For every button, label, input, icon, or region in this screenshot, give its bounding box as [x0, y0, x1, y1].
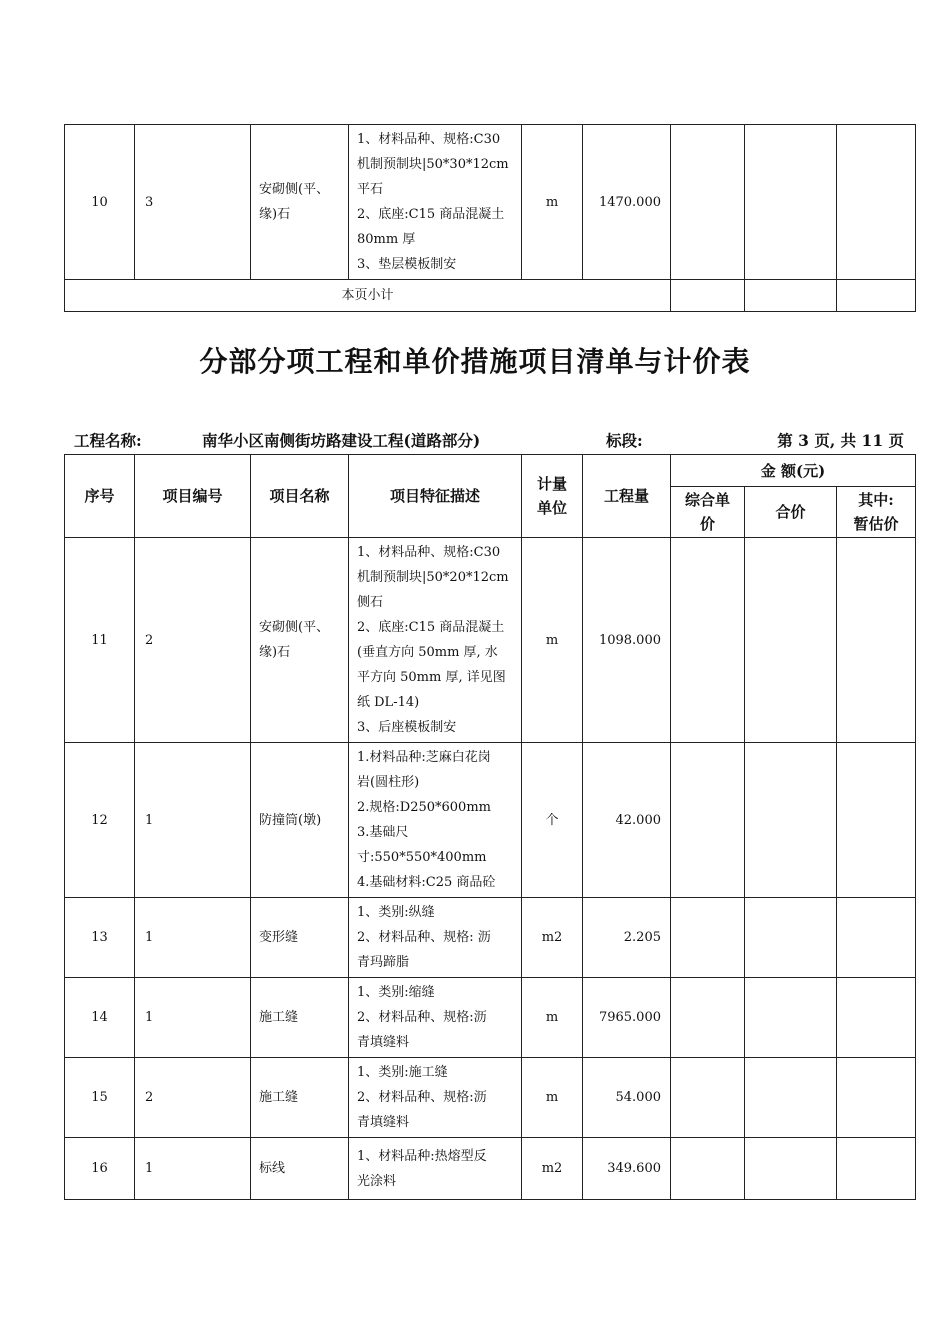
cell-name — [251, 898, 349, 978]
desc-line: 2、材料品种、规格:沥 — [357, 1090, 487, 1105]
cell-seq: 15 — [65, 1058, 135, 1138]
desc-line: 寸:550*550*400mm — [357, 850, 487, 865]
cell-qty: 7965.000 — [583, 978, 671, 1058]
cell-total — [745, 125, 837, 280]
cell-unit-price — [671, 1138, 745, 1200]
header-unit-price-text: 综合单价 — [684, 491, 730, 533]
cell-seq: 14 — [65, 978, 135, 1058]
cell-est — [837, 978, 916, 1058]
cell-est — [837, 125, 916, 280]
desc-line: 80mm 厚 — [357, 232, 416, 247]
item-name: 安砌侧(平、缘)石 — [259, 182, 330, 222]
cell-desc — [349, 1058, 522, 1138]
desc-line: 2.规格:D250*600mm — [357, 800, 491, 815]
desc-line: 3、垫层模板制安 — [357, 257, 457, 272]
subtotal-label: 本页小计 — [65, 280, 671, 312]
cell-unit-price — [671, 1058, 745, 1138]
table-row — [65, 538, 916, 743]
cell-code: 1 — [135, 898, 251, 978]
subtotal-row — [65, 280, 916, 312]
desc-line: 青填缝料 — [357, 1035, 410, 1050]
cell-name — [251, 978, 349, 1058]
cell-name — [251, 743, 349, 898]
header-unit-price — [671, 487, 745, 538]
cell-total — [745, 743, 837, 898]
desc-line: 平石 — [357, 182, 384, 197]
header-amount: 金 额(元) — [671, 455, 916, 487]
desc-line: 2、材料品种、规格: 沥 — [357, 930, 491, 945]
cell-seq: 12 — [65, 743, 135, 898]
desc-line: 光涂料 — [357, 1173, 397, 1189]
table-row — [65, 1138, 916, 1200]
bill-of-quantities-table — [64, 454, 916, 1200]
desc-line: (垂直方向 50mm 厚, 水 — [357, 645, 498, 660]
cell-seq: 13 — [65, 898, 135, 978]
cell-desc — [349, 125, 522, 280]
item-name: 防撞筒(墩) — [259, 812, 322, 828]
header-code: 项目编号 — [135, 455, 251, 538]
cell-qty: 54.000 — [583, 1058, 671, 1138]
cell-est — [837, 538, 916, 743]
cell-code: 1 — [135, 978, 251, 1058]
desc-line: 1、材料品种:热熔型反 — [357, 1148, 487, 1164]
table-row — [65, 978, 916, 1058]
header-est — [837, 487, 916, 538]
cell-total — [745, 280, 837, 312]
table-row — [65, 898, 916, 978]
cell-unit: m — [522, 125, 583, 280]
cell-total — [745, 898, 837, 978]
cell-total — [745, 1138, 837, 1200]
desc-line: 1.材料品种:芝麻白花岗 — [357, 750, 491, 765]
cell-unit: m — [522, 538, 583, 743]
cell-code: 2 — [135, 538, 251, 743]
table-row — [65, 125, 916, 280]
cell-est — [837, 1138, 916, 1200]
cell-desc — [349, 898, 522, 978]
cell-unit-price — [671, 898, 745, 978]
project-name: 南华小区南侧街坊路建设工程(道路部分) — [202, 431, 481, 450]
cell-total — [745, 538, 837, 743]
cell-code: 1 — [135, 1138, 251, 1200]
desc-line: 机制预制块|50*30*12cm — [357, 157, 509, 172]
cell-name — [251, 125, 349, 280]
desc-line: 侧石 — [357, 595, 384, 610]
item-name: 安砌侧(平、缘)石 — [259, 620, 330, 660]
header-qty: 工程量 — [583, 455, 671, 538]
previous-page-table — [64, 124, 916, 312]
cell-desc — [349, 978, 522, 1058]
desc-line: 1、类别:纵缝 — [357, 905, 435, 920]
cell-est — [837, 743, 916, 898]
page-title: 分部分项工程和单价措施项目清单与计价表 — [199, 345, 751, 378]
cell-unit: m2 — [522, 898, 583, 978]
cell-seq: 16 — [65, 1138, 135, 1200]
cell-qty: 349.600 — [583, 1138, 671, 1200]
cell-total — [745, 978, 837, 1058]
header-est-text: 其中:暂估价 — [853, 491, 899, 533]
cell-unit: m — [522, 978, 583, 1058]
header-seq: 序号 — [65, 455, 135, 538]
desc-line: 2、材料品种、规格:沥 — [357, 1010, 487, 1025]
item-name: 变形缝 — [259, 930, 299, 945]
page-info: 第 3 页, 共 11 页 — [777, 431, 904, 450]
desc-line: 3.基础尺 — [357, 825, 409, 840]
cell-name — [251, 1058, 349, 1138]
desc-line: 平方向 50mm 厚, 详见图 — [357, 670, 506, 685]
cell-unit-price — [671, 538, 745, 743]
desc-line: 岩(圆柱形) — [357, 775, 420, 790]
cell-total — [745, 1058, 837, 1138]
desc-line: 2、底座:C15 商品混凝土 — [357, 207, 505, 222]
header-total: 合价 — [745, 487, 837, 538]
desc-line: 4.基础材料:C25 商品砼 — [357, 875, 496, 890]
desc-line: 1、类别:缩缝 — [357, 985, 435, 1000]
cell-est — [837, 1058, 916, 1138]
cell-unit-price — [671, 125, 745, 280]
cell-unit: m — [522, 1058, 583, 1138]
desc-line: 青玛蹄脂 — [357, 955, 410, 970]
cell-code: 2 — [135, 1058, 251, 1138]
cell-qty: 1098.000 — [583, 538, 671, 743]
cell-desc — [349, 538, 522, 743]
header-unit — [522, 455, 583, 538]
desc-line: 3、后座模板制安 — [357, 720, 457, 735]
item-name: 施工缝 — [259, 1010, 299, 1025]
cell-code: 1 — [135, 743, 251, 898]
desc-line: 机制预制块|50*20*12cm — [357, 570, 509, 585]
section-label: 标段: — [606, 431, 643, 450]
cell-name — [251, 1138, 349, 1200]
cell-qty: 2.205 — [583, 898, 671, 978]
header-unit-text: 计量单位 — [536, 475, 567, 517]
table-row — [65, 1058, 916, 1138]
cell-unit: m2 — [522, 1138, 583, 1200]
cell-qty: 42.000 — [583, 743, 671, 898]
desc-line: 1、材料品种、规格:C30 — [357, 545, 501, 560]
item-name: 标线 — [259, 1161, 286, 1176]
cell-seq: 11 — [65, 538, 135, 743]
cell-unit-price — [671, 743, 745, 898]
desc-line: 1、类别:施工缝 — [357, 1065, 448, 1080]
table-row — [65, 743, 916, 898]
cell-unit-price — [671, 978, 745, 1058]
cell-desc — [349, 1138, 522, 1200]
project-label: 工程名称: — [74, 431, 142, 450]
cell-desc — [349, 743, 522, 898]
cell-unit-price — [671, 280, 745, 312]
item-name: 施工缝 — [259, 1090, 299, 1105]
cell-unit: 个 — [522, 743, 583, 898]
cell-name — [251, 538, 349, 743]
cell-code: 3 — [135, 125, 251, 280]
desc-line: 1、材料品种、规格:C30 — [357, 132, 501, 147]
header-name: 项目名称 — [251, 455, 349, 538]
header-desc: 项目特征描述 — [349, 455, 522, 538]
cell-qty: 1470.000 — [583, 125, 671, 280]
cell-est — [837, 898, 916, 978]
desc-line: 青填缝料 — [357, 1115, 410, 1130]
desc-line: 纸 DL-14) — [357, 695, 420, 710]
cell-seq: 10 — [65, 125, 135, 280]
desc-line: 2、底座:C15 商品混凝土 — [357, 620, 505, 635]
cell-est — [837, 280, 916, 312]
